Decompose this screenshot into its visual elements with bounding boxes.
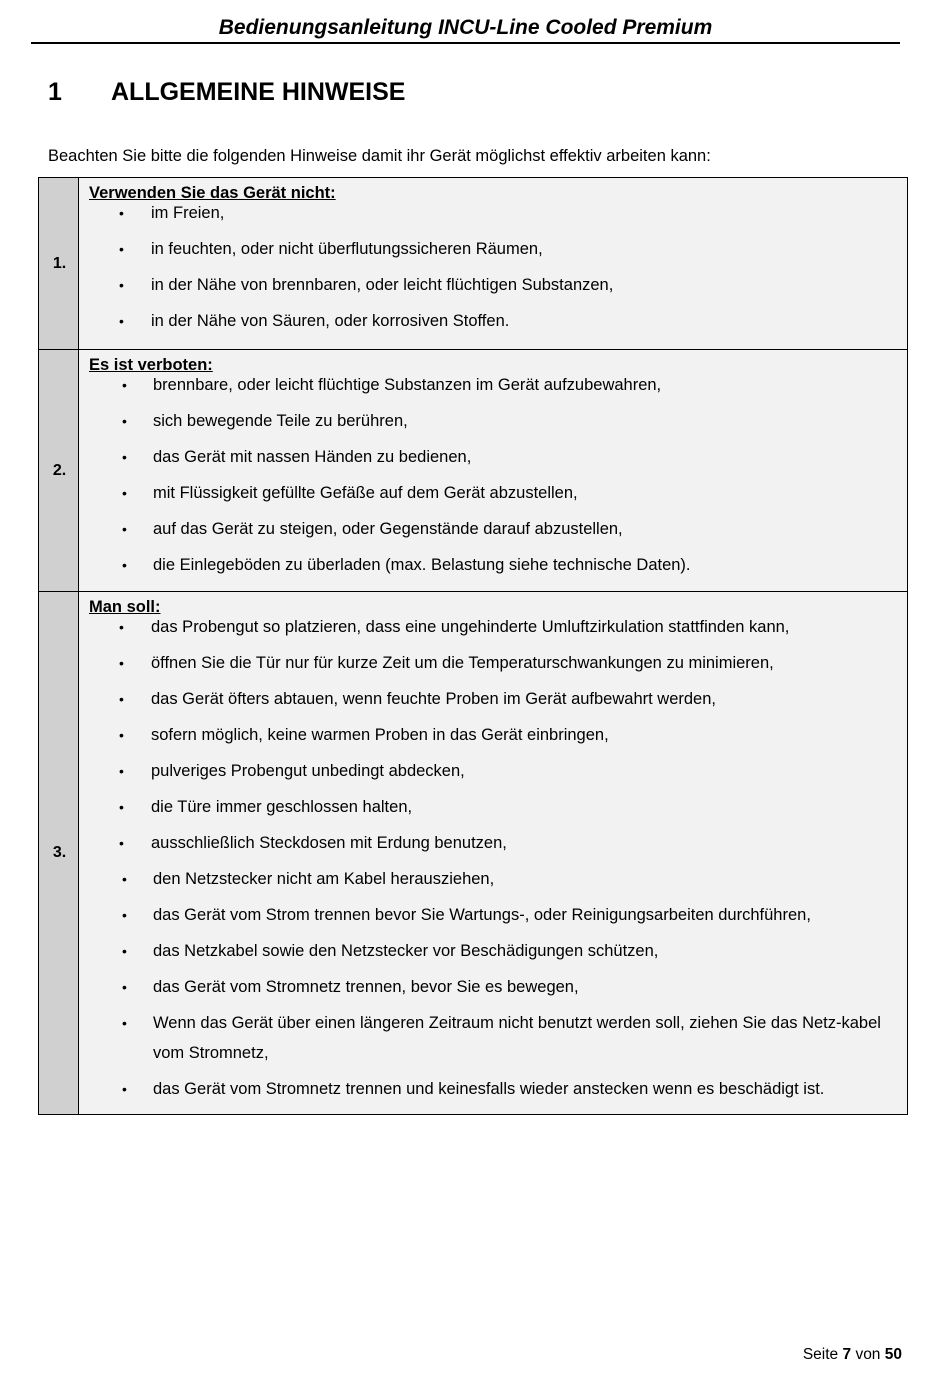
list-item: • die Einlegeböden zu überladen (max. Belastung siehe technische Daten). [89,550,899,580]
list-item: • sofern möglich, keine warmen Proben in das Gerät einbringen, [89,720,899,750]
rule-row-2 [39,349,907,591]
rule-title: Verwenden Sie das Gerät nicht: [89,184,336,202]
list-item: • das Gerät öfters abtauen, wenn feuchte Proben im Gerät aufbewahrt werden, [89,684,899,714]
list-item: • das Netzkabel sowie den Netzstecker vor Beschädigungen schützen, [89,936,899,966]
section-title: ALLGEMEINE HINWEISE [111,78,406,106]
bullet-icon: • [122,907,127,923]
list-item: • pulveriges Probengut unbedingt abdecken, [89,756,899,786]
rule-row-3 [39,591,907,1114]
page-header [31,13,900,44]
bullet-icon: • [122,377,127,393]
bullet-icon: • [119,241,124,257]
rule-list [89,370,899,580]
rule-number: 3. [39,592,79,1114]
list-item: • Wenn das Gerät über einen längeren Zeitraum nicht benutzt werden soll, ziehen Sie das Netz-kabel vom Stromnetz, [89,1008,899,1068]
list-item: • brennbare, oder leicht flüchtige Substanzen im Gerät aufzubewahren, [89,370,899,400]
bullet-icon: • [119,691,124,707]
rule-body [79,350,907,591]
bullet-icon: • [119,205,124,221]
list-item: • das Gerät vom Strom trennen bevor Sie Wartungs-, oder Reinigungsarbeiten durchführen, [89,900,899,930]
bullet-icon: • [122,979,127,995]
list-item: • im Freien, [89,198,899,228]
rule-title: Es ist verboten: [89,356,213,374]
bullet-icon: • [122,943,127,959]
list-item: • mit Flüssigkeit gefüllte Gefäße auf dem Gerät abzustellen, [89,478,899,508]
bullet-icon: • [122,1081,127,1097]
bullet-icon: • [122,557,127,573]
rule-list [89,198,899,336]
bullet-icon: • [119,277,124,293]
list-item: • in der Nähe von brennbaren, oder leicht flüchtigen Substanzen, [89,270,899,300]
list-item: • in der Nähe von Säuren, oder korrosiven Stoffen. [89,306,899,336]
rule-list-continued [89,864,899,1104]
list-item: • das Gerät vom Stromnetz trennen und keinesfalls wieder anstecken wenn es beschädigt ist. [89,1074,899,1104]
list-item: • auf das Gerät zu steigen, oder Gegenstände darauf abzustellen, [89,514,899,544]
footer-middle: von [855,1346,881,1363]
header-title: Bedienungsanleitung INCU-Line Cooled Premium [218,16,713,39]
rule-body [79,592,907,1114]
bullet-icon: • [119,835,124,851]
bullet-icon: • [119,763,124,779]
footer-total-pages: 50 [884,1346,902,1363]
list-item: • ausschließlich Steckdosen mit Erdung benutzen, [89,828,899,858]
list-item: • den Netzstecker nicht am Kabel herausziehen, [89,864,899,894]
bullet-icon: • [122,871,127,887]
rule-number: 1. [39,178,79,349]
footer-prefix: Seite [802,1346,839,1363]
list-item: • das Probengut so platzieren, dass eine ungehinderte Umluftzirkulation stattfinden kann, [89,612,899,642]
bullet-icon: • [122,1015,127,1031]
bullet-icon: • [119,619,124,635]
rule-number: 2. [39,350,79,591]
section-number: 1 [48,78,62,106]
bullet-icon: • [122,413,127,429]
bullet-icon: • [119,655,124,671]
bullet-icon: • [122,449,127,465]
rule-list [89,612,899,858]
bullet-icon: • [122,521,127,537]
rules-table [38,177,908,1115]
rule-title: Man soll: [89,598,161,616]
intro-text: Beachten Sie bitte die folgenden Hinweise damit ihr Gerät möglichst effektiv arbeiten kann: [48,147,711,165]
rule-row-1 [39,178,907,349]
section-heading [48,78,405,107]
list-item: • das Gerät vom Stromnetz trennen, bevor Sie es bewegen, [89,972,899,1002]
footer-page-number: 7 [842,1346,852,1363]
rule-body [79,178,907,349]
list-item: • das Gerät mit nassen Händen zu bedienen, [89,442,899,472]
page-footer [803,1346,902,1364]
bullet-icon: • [119,313,124,329]
list-item: • öffnen Sie die Tür nur für kurze Zeit um die Temperaturschwankungen zu minimieren, [89,648,899,678]
list-item: • in feuchten, oder nicht überflutungssicheren Räumen, [89,234,899,264]
bullet-icon: • [119,727,124,743]
list-item: • die Türe immer geschlossen halten, [89,792,899,822]
bullet-icon: • [122,485,127,501]
bullet-icon: • [119,799,124,815]
list-item: • sich bewegende Teile zu berühren, [89,406,899,436]
